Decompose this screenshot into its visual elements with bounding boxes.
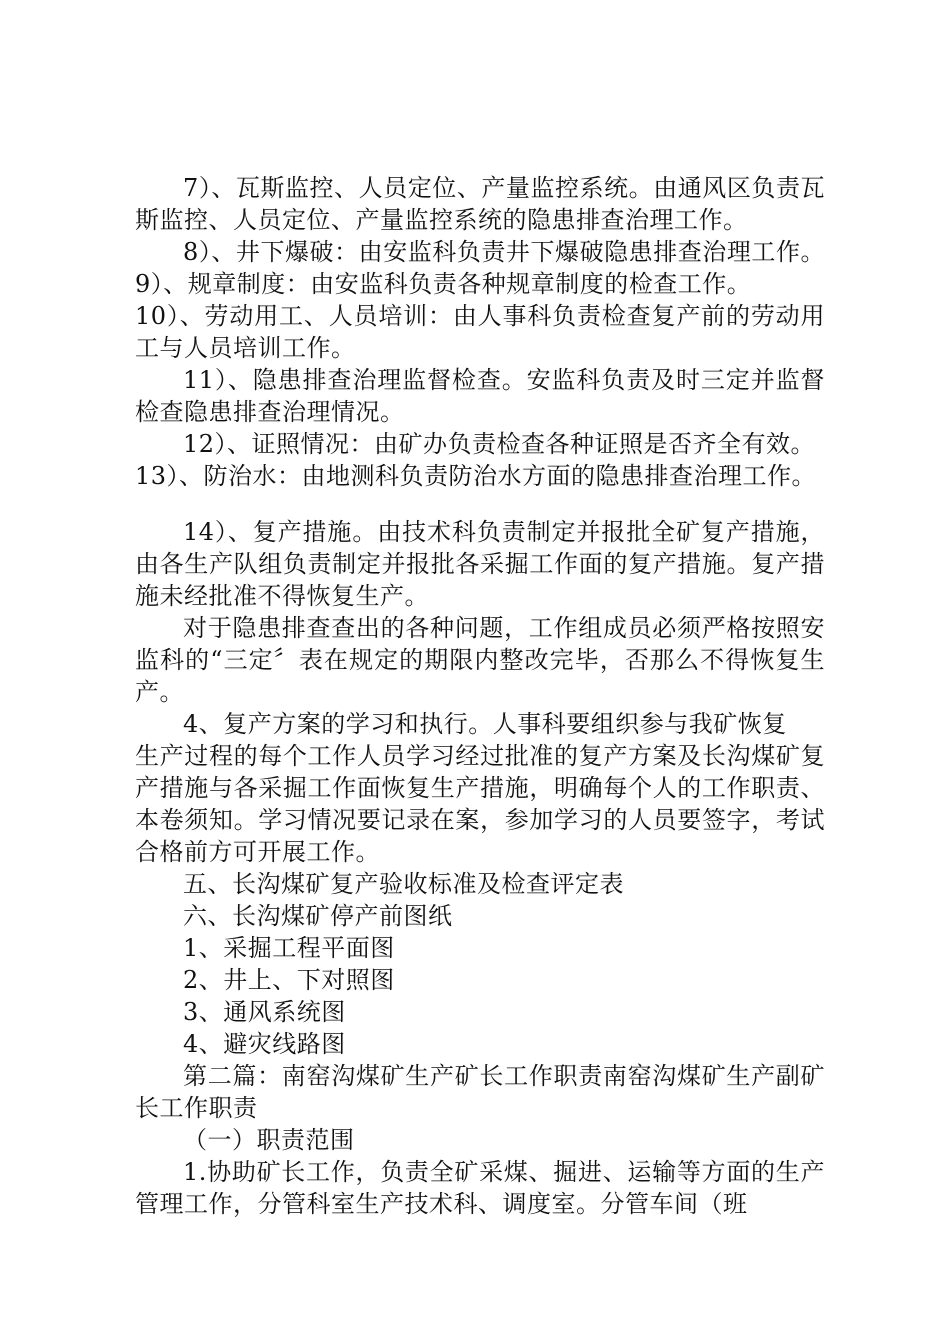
paragraph-gap — [135, 492, 825, 516]
list-item-drawing-2: 2、井上、下对照图 — [183, 966, 395, 994]
heading-section-5: 五、长沟煤矿复产验收标准及检查评定表 — [183, 870, 624, 898]
list-item-drawing-4: 4、避灾线路图 — [183, 1030, 346, 1058]
paragraph-item-14: 14）、复产措施。由技术科负责制定并报批全矿复产措施，由各生产队组负责制定并报批各采掘工作面的复产措施。复产措施未经批准不得恢复生产。 — [135, 518, 825, 610]
paragraph-item-12: 12）、证照情况：由矿办负责检查各种证照是否齐全有效。 — [183, 430, 816, 458]
heading-responsibility-scope: （一）职责范围 — [183, 1126, 355, 1154]
paragraph-item-13: 13）、防治水：由地测科负责防治水方面的隐患排查治理工作。 — [135, 462, 817, 490]
paragraph-item-10: 10）、劳动用工、人员培训：由人事科负责检查复产前的劳动用工与人员培训工作。 — [135, 302, 825, 362]
paragraph-section-4-heading: 4、复产方案的学习和执行。人事科要组织参与我矿恢复 — [183, 710, 787, 738]
list-item-drawing-3: 3、通风系统图 — [183, 998, 346, 1026]
heading-part-two: 第二篇：南窑沟煤矿生产矿长工作职责南窑沟煤矿生产副矿长工作职责 — [135, 1062, 825, 1122]
heading-section-6: 六、长沟煤矿停产前图纸 — [183, 902, 453, 930]
paragraph-rectification: 对于隐患排查查出的各种问题，工作组成员必须严格按照安监科的“三定〞表在规定的期限内整改完毕，否那么不得恢复生产。 — [135, 614, 825, 706]
document-body — [135, 172, 825, 1220]
paragraph-item-7: 7）、瓦斯监控、人员定位、产量监控系统。由通风区负责瓦斯监控、人员定位、产量监控系统的隐患排查治理工作。 — [135, 174, 825, 234]
paragraph-duty-1: 1.协助矿长工作，负责全矿采煤、掘进、运输等方面的生产管理工作，分管科室生产技术科、调度室。分管车间（班 — [135, 1158, 825, 1218]
paragraph-item-11: 11）、隐患排查治理监督检查。安监科负责及时三定并监督检查隐患排查治理情况。 — [135, 366, 825, 426]
paragraph-section-4-body: 生产过程的每个工作人员学习经过批准的复产方案及长沟煤矿复产措施与各采掘工作面恢复生产措施，明确每个人的工作职责、本卷须知。学习情况要记录在案，参加学习的人员要签字，考试合格前方可开展工作。 — [135, 742, 825, 866]
list-item-drawing-1: 1、采掘工程平面图 — [183, 934, 395, 962]
paragraph-item-8-9: 8）、井下爆破：由安监科负责井下爆破隐患排查治理工作。9）、规章制度：由安监科负责各种规章制度的检查工作。 — [135, 238, 825, 298]
